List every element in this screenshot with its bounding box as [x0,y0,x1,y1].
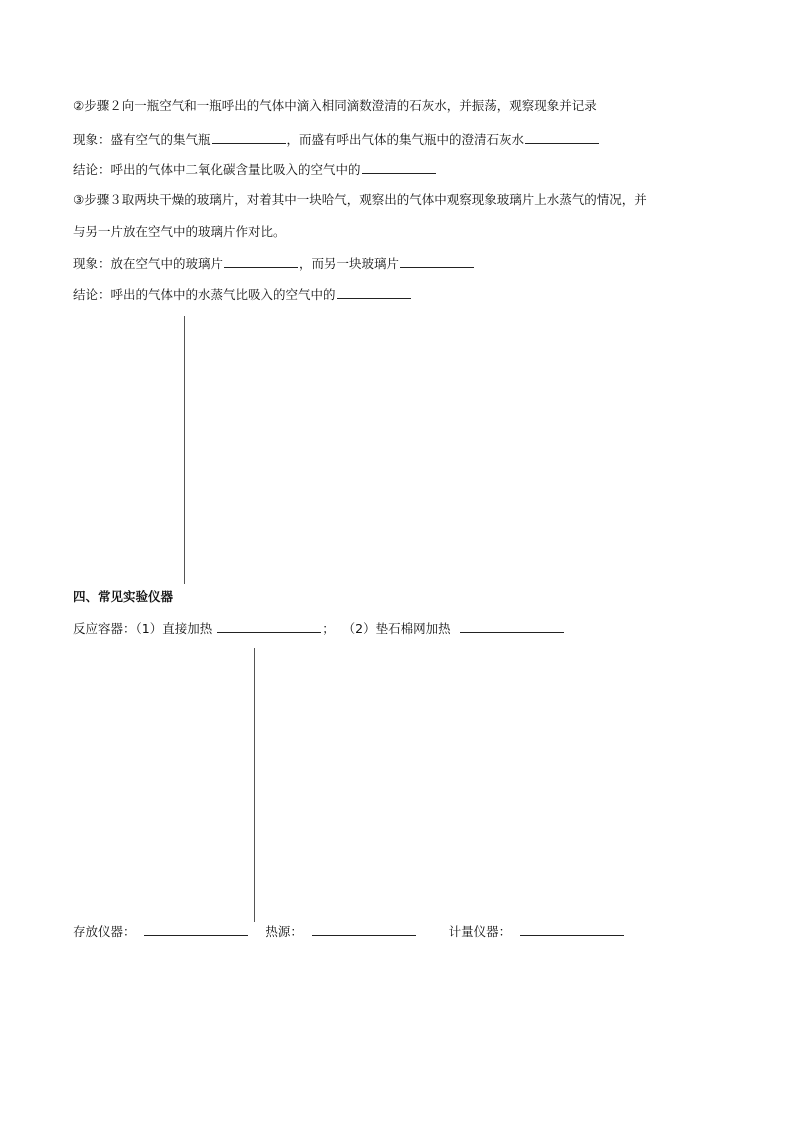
step3-instruction-2 [73,224,286,240]
answer-blank[interactable] [224,255,298,268]
answer-blank[interactable] [217,620,321,633]
step3-phenomenon-b: ，而另一块玻璃片 [299,256,400,271]
step3-phenomenon-a: 现象：放在空气中的玻璃片 [73,256,224,271]
step2-phenomenon [73,131,600,148]
answer-blank[interactable] [525,131,599,144]
answer-blank[interactable] [312,923,416,936]
measure-label: 计量仪器： [448,924,512,939]
answer-blank[interactable] [337,286,411,299]
reaction-label: 反应容器：（1）直接加热 [73,621,213,636]
step2-instruction [73,98,597,114]
answer-blank[interactable] [400,255,474,268]
step3-instruction-text-1: ③步骤３取两块干燥的玻璃片，对着其中一块哈气，观察出的气体中观察现象玻璃片上水蒸气的情况，并 [73,192,647,207]
reaction-label-2: （2）垫石棉网加热 [342,621,451,636]
instruments-row [73,923,625,940]
heat-source-label: 热源： [265,924,303,939]
image-placeholder-line-2 [254,648,255,922]
section-heading-text: 四、常见实验仪器 [73,589,174,604]
answer-blank[interactable] [212,131,286,144]
step3-conclusion-text: 结论：呼出的气体中的水蒸气比吸入的空气中的 [73,287,336,302]
step2-conclusion [73,161,437,178]
step2-phenomenon-b: ，而盛有呼出气体的集气瓶中的澄清石灰水 [286,132,525,147]
step2-instruction-text: ②步骤２向一瓶空气和一瓶呼出的气体中滴入相同滴数澄清的石灰水，并振荡，观察现象并记录 [73,98,597,113]
reaction-separator: ； [322,621,335,636]
image-placeholder-line-1 [184,316,185,584]
answer-blank[interactable] [520,923,624,936]
step3-conclusion [73,286,412,303]
step3-phenomenon [73,255,475,272]
step2-phenomenon-a: 现象：盛有空气的集气瓶 [73,132,211,147]
answer-blank[interactable] [460,620,564,633]
answer-blank[interactable] [144,923,248,936]
reaction-vessels-row [73,620,565,637]
answer-blank[interactable] [362,161,436,174]
step3-instruction-text-2: 与另一片放在空气中的玻璃片作对比。 [73,224,286,239]
section-heading [73,589,173,605]
step3-instruction-1 [73,192,647,208]
storage-label: 存放仪器： [73,924,136,939]
step2-conclusion-text: 结论：呼出的气体中二氧化碳含量比吸入的空气中的 [73,162,361,177]
